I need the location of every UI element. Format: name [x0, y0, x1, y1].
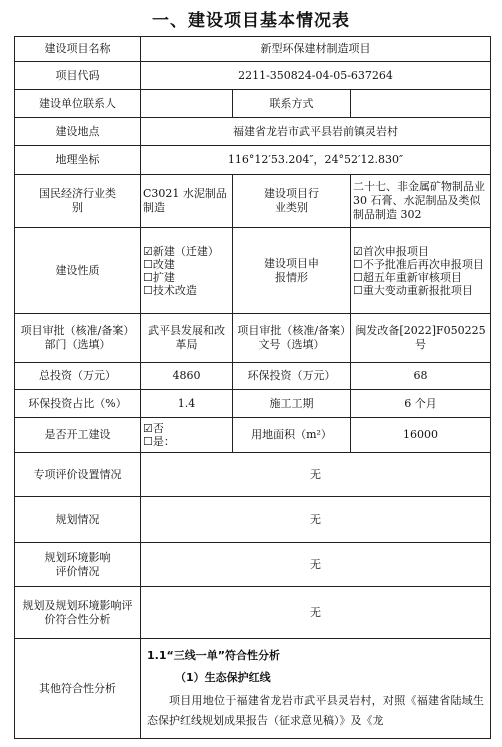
value-approval-no: 闽发改备[2022]F050225号 [351, 314, 491, 363]
label-started: 是否开工建设 [15, 418, 141, 453]
page-title: 一、建设项目基本情况表 [152, 11, 350, 31]
value-env-investment: 68 [351, 363, 491, 390]
value-industry: C3021 水泥制品制造 [141, 175, 233, 228]
label-planning-eia-text: 规划环境影响评价情况 [44, 550, 111, 578]
label-planning: 规划情况 [15, 497, 141, 543]
label-approval-no-text: 项目审批（核准/备案）文号（选填） [237, 324, 346, 351]
label-investment: 总投资（万元） [15, 363, 141, 390]
row-started [15, 418, 491, 453]
row-coordinates [15, 146, 491, 175]
started-options [141, 418, 233, 453]
label-project-industry-text: 建设项目行业类别 [264, 187, 319, 214]
label-project-name: 建设项目名称 [15, 37, 141, 62]
value-coordinates: 116°12′53.204″，24°52′12.830″ [141, 146, 491, 175]
row-planning-conformity [15, 587, 491, 639]
option-started[interactable]: ☐是： [143, 435, 175, 448]
project-info-table [14, 36, 491, 739]
value-planning-conformity: 无 [141, 587, 491, 639]
value-other [141, 639, 491, 739]
label-special-eval: 专项评价设置情况 [15, 453, 141, 497]
value-land-area: 16000 [351, 418, 491, 453]
value-approval-dept [141, 314, 233, 363]
label-industry-text: 国民经济行业类别 [39, 187, 116, 214]
label-nature: 建设性质 [15, 228, 141, 314]
row-planning-eia [15, 543, 491, 587]
option-tech-upgrade[interactable]: ☐技术改造 [143, 283, 197, 297]
row-industry [15, 175, 491, 228]
option-new-build[interactable]: ☑新建（迁建） [143, 244, 219, 258]
option-first-declare[interactable]: ☑首次申报项目 [353, 244, 429, 258]
value-project-code: 2211-350824-04-05-637264 [141, 62, 491, 90]
option-rebuild[interactable]: ☐改建 [143, 257, 175, 271]
label-land-area: 用地面积（m²） [233, 418, 351, 453]
value-approval-dept-text: 武平县发展和改革局 [148, 324, 225, 351]
value-location: 福建省龙岩市武平县岩前镇灵岩村 [141, 118, 491, 146]
value-investment: 4860 [141, 363, 233, 390]
option-not-started[interactable]: ☑否 [143, 422, 164, 435]
row-location [15, 118, 491, 146]
value-planning: 无 [141, 497, 491, 543]
row-project-name [15, 37, 491, 62]
option-five-year[interactable]: ☐超五年重新审核项目 [353, 270, 462, 284]
row-special-eval [15, 453, 491, 497]
label-env-investment: 环保投资（万元） [233, 363, 351, 390]
label-approval-no [233, 314, 351, 363]
label-project-code: 项目代码 [15, 62, 141, 90]
row-nature [15, 228, 491, 314]
label-other: 其他符合性分析 [15, 639, 141, 739]
row-planning [15, 497, 491, 543]
value-project-name: 新型环保建材制造项目 [141, 37, 491, 62]
label-construction-period: 施工工期 [233, 390, 351, 418]
row-env-ratio [15, 390, 491, 418]
label-env-ratio: 环保投资占比（%） [15, 390, 141, 418]
declaration-options [351, 228, 491, 314]
label-project-industry [233, 175, 351, 228]
nature-options [141, 228, 233, 314]
option-major-change[interactable]: ☐重大变动重新报批项目 [353, 283, 473, 297]
label-planning-eia [15, 543, 141, 587]
label-contact: 建设单位联系人 [15, 90, 141, 118]
value-special-eval: 无 [141, 453, 491, 497]
label-declaration [233, 228, 351, 314]
section-heading: 1.1“三线一单”符合性分析 [147, 649, 280, 662]
analysis-paragraph: 项目用地位于福建省龙岩市武平县灵岩村，对照《福建省陆域生态保护红线规划成果报告（征求意见稿）》及《龙 [147, 694, 485, 727]
value-contact-method [351, 90, 491, 118]
label-approval-dept-text: 项目审批（核准/备案）部门（选填） [20, 324, 135, 351]
option-redeclare[interactable]: ☐不予批准后再次申报项目 [353, 257, 484, 271]
label-industry [15, 175, 141, 228]
label-coordinates: 地理坐标 [15, 146, 141, 175]
subsection-heading: （1）生态保护红线 [175, 671, 271, 684]
label-contact-method: 联系方式 [233, 90, 351, 118]
label-approval-dept [15, 314, 141, 363]
label-location: 建设地点 [15, 118, 141, 146]
label-planning-conformity [15, 587, 141, 639]
row-project-code [15, 62, 491, 90]
label-declaration-text: 建设项目申报情形 [264, 256, 319, 284]
value-construction-period: 6 个月 [351, 390, 491, 418]
value-contact [141, 90, 233, 118]
option-expand[interactable]: ☐扩建 [143, 270, 175, 284]
label-planning-conformity-text: 规划及规划环境影响评价符合性分析 [22, 598, 133, 626]
row-other [15, 639, 491, 739]
value-planning-eia: 无 [141, 543, 491, 587]
row-investment [15, 363, 491, 390]
value-env-ratio: 1.4 [141, 390, 233, 418]
row-contact [15, 90, 491, 118]
value-project-industry: 二十七、非金属矿物制品业 30 石膏、水泥制品及类似制品制造 302 [351, 175, 491, 228]
row-approval [15, 314, 491, 363]
